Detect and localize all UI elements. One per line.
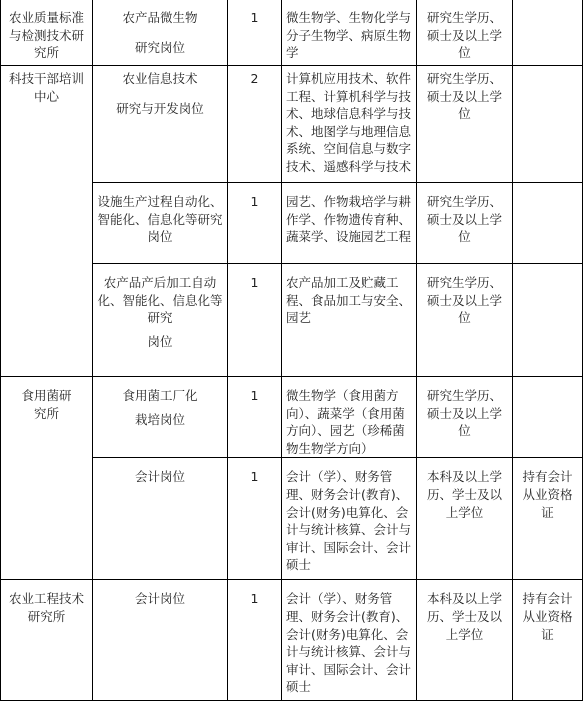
major-cell: 会计（学）、财务管理、财务会计(教育)、会计(财务)电算化、会计与统计核算、会计与审计、国际会计、会计硕士 (282, 458, 417, 580)
table-row (1, 580, 583, 701)
table-row (1, 377, 583, 458)
post-cell (93, 66, 228, 183)
other-cell (513, 183, 583, 264)
post-line: 农产品微生物 (122, 10, 198, 25)
count-cell: 1 (228, 0, 282, 66)
unit-cell: 农业质量标准与检测技术研究所 (1, 0, 93, 66)
post-line: 会计岗位 (134, 469, 185, 485)
other-cell (513, 377, 583, 458)
post-line: 农产品产后加工自动化、智能化、信息化等研究 (97, 275, 223, 326)
unit-cell: 食用菌研究所 (1, 377, 93, 580)
major-cell: 微生物学、生物化学与分子生物学、病原生物学 (282, 0, 417, 66)
education-cell: 研究生学历、硕士及以上学位 (417, 377, 513, 458)
education-cell: 本科及以上学历、学士及以上学位 (417, 580, 513, 701)
education-cell: 本科及以上学历、学士及以上学位 (417, 458, 513, 580)
post-cell (93, 183, 228, 264)
other-cell: 持有会计从业资格证 (513, 580, 583, 701)
post-line: 设施生产过程自动化、智能化、信息化等研究岗位 (97, 194, 223, 245)
post-line: 研究岗位 (134, 39, 185, 55)
education-cell: 研究生学历、硕士及以上学位 (417, 66, 513, 183)
education-cell: 研究生学历、硕士及以上学位 (417, 264, 513, 377)
count-cell: 1 (228, 458, 282, 580)
count-cell: 2 (228, 66, 282, 183)
count-cell: 1 (228, 183, 282, 264)
other-cell: 持有会计从业资格证 (513, 458, 583, 580)
post-cell (93, 458, 228, 580)
major-cell: 计算机应用技术、软件工程、计算机科学与技术、地球信息科学与技术、地图学与地理信息系统、空间信息与数字技术、遥感科学与技术 (282, 66, 417, 183)
other-cell (513, 0, 583, 66)
table-row (1, 0, 583, 66)
post-cell (93, 0, 228, 66)
post-line: 研究与开发岗位 (116, 100, 204, 116)
post-line: 农业信息技术 (122, 71, 198, 86)
post-line: 食用菌工厂化 (122, 388, 198, 403)
post-line: 会计岗位 (134, 591, 185, 607)
other-cell (513, 66, 583, 183)
major-cell: 园艺、作物栽培学与耕作学、作物遗传育种、蔬菜学、设施园艺工程 (282, 183, 417, 264)
post-cell (93, 580, 228, 701)
unit-cell: 农业工程技术研究所 (1, 580, 93, 701)
post-line: 岗位 (147, 333, 173, 349)
count-cell: 1 (228, 580, 282, 701)
education-cell: 研究生学历、硕士及以上学位 (417, 183, 513, 264)
unit-cell: 科技干部培训中心 (1, 66, 93, 377)
major-cell: 农产品加工及贮藏工程、食品加工与安全、园艺 (282, 264, 417, 377)
education-cell: 研究生学历、硕士及以上学位 (417, 0, 513, 66)
post-cell (93, 377, 228, 458)
post-line: 栽培岗位 (134, 411, 185, 427)
count-cell: 1 (228, 264, 282, 377)
table-row (1, 66, 583, 183)
major-cell: 微生物学（食用菌方向）、蔬菜学（食用菌方向）、园艺（珍稀菌物生物学方向） (282, 377, 417, 458)
other-cell (513, 264, 583, 377)
post-cell (93, 264, 228, 377)
count-cell: 1 (228, 377, 282, 458)
major-cell: 会计（学）、财务管理、财务会计(教育)、会计(财务)电算化、会计与统计核算、会计与审计、国际会计、会计硕士 (282, 580, 417, 701)
